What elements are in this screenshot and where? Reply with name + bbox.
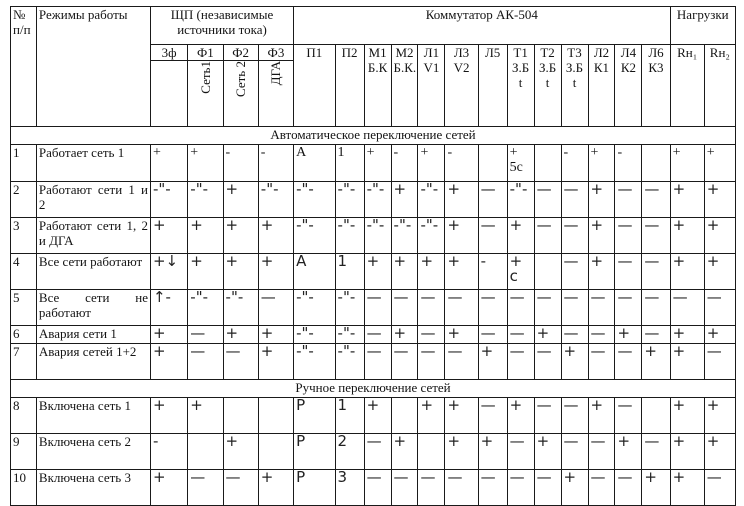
row-mode: Все сети не работают — [36, 290, 150, 326]
row-cell: -"- — [335, 182, 364, 218]
row-cell: + — [391, 182, 418, 218]
row-cell: — — [507, 326, 534, 344]
row-cell: + — [670, 398, 704, 434]
row-cell: -"- — [335, 290, 364, 326]
row-cell — [188, 434, 223, 470]
row-cell: А — [294, 145, 335, 182]
row-cell: + — [418, 398, 445, 434]
row-mode: Работают сети 1 и 2 — [36, 182, 150, 218]
row-cell: — — [418, 290, 445, 326]
row-cell: + — [561, 470, 588, 506]
row-cell: + — [704, 218, 735, 254]
row-cell: + — [704, 254, 735, 290]
row-cell: — — [704, 470, 735, 506]
row-cell: + — [615, 326, 642, 344]
row-cell: + — [150, 398, 187, 434]
row-mode: Авария сетей 1+2 — [36, 344, 150, 380]
row-cell: - — [391, 145, 418, 182]
table-row — [11, 344, 736, 380]
mode-table — [10, 6, 736, 506]
row-cell: — — [223, 344, 258, 380]
row-cell: + — [507, 398, 534, 434]
row-cell: — — [188, 344, 223, 380]
table-row — [11, 434, 736, 470]
row-cell: + — [223, 218, 258, 254]
row-cell: — — [507, 470, 534, 506]
row-cell: + — [150, 218, 187, 254]
row-cell: + — [704, 145, 735, 182]
row-cell: — — [478, 326, 507, 344]
row-cell: — — [642, 434, 670, 470]
row-cell: + — [391, 326, 418, 344]
row-cell: + — [445, 254, 478, 290]
row-cell — [642, 398, 670, 434]
header-nagruzki: Нагрузки — [670, 7, 735, 45]
row-cell: + — [615, 434, 642, 470]
row-cell: — — [188, 470, 223, 506]
row-cell: - — [615, 145, 642, 182]
row-cell: + — [704, 326, 735, 344]
row-cell: - — [445, 145, 478, 182]
row-cell: — — [223, 470, 258, 506]
header-rn2: Rн₂ — [704, 45, 735, 127]
row-cell: — — [364, 290, 391, 326]
row-mode: Включена сеть 3 — [36, 470, 150, 506]
row-cell: + — [223, 254, 258, 290]
row-cell: + — [150, 326, 187, 344]
row-cell: + — [534, 326, 561, 344]
row-cell: + — [642, 470, 670, 506]
row-cell: -"- — [294, 218, 335, 254]
row-cell: -"- — [335, 344, 364, 380]
row-cell: + — [223, 182, 258, 218]
row-cell: — — [588, 290, 615, 326]
row-number: 10 — [11, 470, 37, 506]
row-cell: -"- — [364, 218, 391, 254]
row-number: 9 — [11, 434, 37, 470]
row-cell: — — [534, 218, 561, 254]
header-p2: П2 — [335, 45, 364, 127]
row-cell: + — [391, 434, 418, 470]
row-cell: — — [391, 344, 418, 380]
row-mode: Работает сеть 1 — [36, 145, 150, 182]
row-cell: + — [223, 434, 258, 470]
row-number: 3 — [11, 218, 37, 254]
header-m1: М1 Б.К — [364, 45, 391, 127]
row-cell: + — [418, 254, 445, 290]
row-cell: — — [642, 218, 670, 254]
row-cell: — — [478, 470, 507, 506]
row-cell: — — [561, 434, 588, 470]
row-cell: А — [294, 254, 335, 290]
row-cell: + — [642, 344, 670, 380]
row-number: 5 — [11, 290, 37, 326]
row-cell: + — [150, 344, 187, 380]
row-cell: — — [534, 290, 561, 326]
row-cell: -"- — [294, 326, 335, 344]
header-kommutator: Коммутатор АК-504 — [294, 7, 670, 45]
header-l5: Л5 — [478, 45, 507, 127]
row-cell: — — [534, 398, 561, 434]
row-cell: — — [534, 470, 561, 506]
header-l4: Л4 К2 — [615, 45, 642, 127]
row-number: 1 — [11, 145, 37, 182]
row-number: 4 — [11, 254, 37, 290]
header-l6: Л6 К3 — [642, 45, 670, 127]
header-shp: ЩП (независимые источники тока) — [150, 7, 293, 45]
row-cell — [642, 145, 670, 182]
row-cell: — — [615, 344, 642, 380]
row-cell: — — [704, 344, 735, 380]
row-cell: - — [258, 145, 293, 182]
header-t3: Т3 З.Б t — [561, 45, 588, 127]
row-cell: — — [534, 344, 561, 380]
header-sub-set1: Сеть1 — [188, 61, 223, 127]
header-num: № п/п — [11, 7, 37, 127]
row-cell: — — [507, 344, 534, 380]
row-cell: Р — [294, 434, 335, 470]
table-row — [11, 290, 736, 326]
row-cell: — — [561, 326, 588, 344]
row-cell: + — [670, 434, 704, 470]
row-cell: — — [561, 218, 588, 254]
row-number: 8 — [11, 398, 37, 434]
row-cell: + — [670, 145, 704, 182]
row-cell — [258, 434, 293, 470]
row-cell — [534, 254, 561, 290]
row-cell: — — [478, 218, 507, 254]
row-cell: + — [258, 326, 293, 344]
row-cell: — — [188, 326, 223, 344]
row-cell: -"- — [258, 182, 293, 218]
row-cell — [258, 398, 293, 434]
row-cell: — — [391, 470, 418, 506]
row-cell: + — [258, 254, 293, 290]
row-cell: — — [615, 182, 642, 218]
row-cell: + — [445, 434, 478, 470]
row-cell: + — [150, 470, 187, 506]
row-cell: - — [478, 254, 507, 290]
row-cell: — — [445, 344, 478, 380]
row-cell — [223, 398, 258, 434]
row-cell: — — [642, 326, 670, 344]
row-cell: — — [364, 326, 391, 344]
row-cell: ↑- — [150, 290, 187, 326]
row-cell: — — [588, 326, 615, 344]
row-cell — [478, 145, 507, 182]
row-cell: + — [588, 182, 615, 218]
row-cell: -"- — [150, 182, 187, 218]
row-cell: — — [418, 470, 445, 506]
row-cell: + — [418, 145, 445, 182]
row-cell: — — [364, 470, 391, 506]
row-cell: — — [561, 254, 588, 290]
table-row — [11, 326, 736, 344]
row-cell: — — [642, 182, 670, 218]
row-cell: Р — [294, 470, 335, 506]
row-cell: 1 — [335, 398, 364, 434]
row-cell: + — [478, 344, 507, 380]
row-cell: + — [258, 344, 293, 380]
header-rn1: Rн₁ — [670, 45, 704, 127]
row-cell: -"- — [364, 182, 391, 218]
row-cell: — — [561, 398, 588, 434]
row-cell: + — [478, 434, 507, 470]
row-cell: + — [588, 398, 615, 434]
row-cell: -"- — [223, 290, 258, 326]
row-cell: — — [534, 182, 561, 218]
row-mode: Авария сети 1 — [36, 326, 150, 344]
table-row — [11, 145, 736, 182]
row-cell: + — [561, 344, 588, 380]
row-cell: — — [258, 290, 293, 326]
row-cell: + — [670, 326, 704, 344]
table-row — [11, 218, 736, 254]
row-cell: - — [223, 145, 258, 182]
row-cell: 2 — [335, 434, 364, 470]
row-cell: — — [445, 470, 478, 506]
row-cell: +↓ — [150, 254, 187, 290]
row-cell: — — [670, 290, 704, 326]
row-cell: + — [704, 182, 735, 218]
row-cell: -"- — [335, 326, 364, 344]
header-3f: 3ф — [150, 45, 187, 61]
row-cell: — — [588, 470, 615, 506]
row-cell: — — [478, 290, 507, 326]
header-sub-set2: Сеть 2 — [223, 61, 258, 127]
row-cell: + — [364, 145, 391, 182]
row-cell: + — [445, 182, 478, 218]
row-cell: — — [507, 290, 534, 326]
header-f2: Ф2 — [223, 45, 258, 61]
row-cell: — — [615, 290, 642, 326]
row-cell: -"- — [188, 182, 223, 218]
row-cell — [534, 145, 561, 182]
row-cell: + — [670, 182, 704, 218]
row-cell: — — [561, 182, 588, 218]
header-sub-dga: ДГА — [258, 61, 293, 127]
row-cell: + — [445, 218, 478, 254]
row-cell: — — [478, 398, 507, 434]
row-cell: + — [258, 470, 293, 506]
header-t2: Т2 З.Б t — [534, 45, 561, 127]
table-row — [11, 398, 736, 434]
row-cell: + — [670, 344, 704, 380]
header-modes: Режимы работы — [36, 7, 150, 127]
row-cell: — — [588, 344, 615, 380]
row-cell: — — [364, 344, 391, 380]
row-cell: - — [561, 145, 588, 182]
table-row — [11, 182, 736, 218]
row-cell: + — [507, 218, 534, 254]
row-mode: Все сети работают — [36, 254, 150, 290]
row-cell: + — [670, 254, 704, 290]
row-cell: — — [507, 434, 534, 470]
header-f3: Ф3 — [258, 45, 293, 61]
table-row — [11, 254, 736, 290]
row-cell: + — [188, 398, 223, 434]
row-cell — [418, 434, 445, 470]
row-cell: -"- — [294, 344, 335, 380]
row-cell: — — [478, 182, 507, 218]
row-cell: — — [418, 326, 445, 344]
row-cell: + — [223, 326, 258, 344]
row-cell: + с — [507, 254, 534, 290]
header-f1: Ф1 — [188, 45, 223, 61]
row-mode: Включена сеть 1 — [36, 398, 150, 434]
row-cell: 3 — [335, 470, 364, 506]
row-cell: + — [364, 254, 391, 290]
row-cell: + — [188, 145, 223, 182]
header-l2: Л2 К1 — [588, 45, 615, 127]
row-cell: -"- — [418, 182, 445, 218]
row-cell: + — [188, 218, 223, 254]
row-cell: + — [588, 254, 615, 290]
row-cell: + — [258, 218, 293, 254]
row-cell: — — [615, 218, 642, 254]
row-cell: 1 — [335, 145, 364, 182]
row-cell: -"- — [294, 290, 335, 326]
row-cell: Р — [294, 398, 335, 434]
row-cell: + — [534, 434, 561, 470]
row-cell: — — [561, 290, 588, 326]
row-cell: — — [642, 254, 670, 290]
row-mode: Включена сеть 2 — [36, 434, 150, 470]
row-cell — [391, 398, 418, 434]
row-cell: + — [364, 398, 391, 434]
row-cell: -"- — [507, 182, 534, 218]
section-manual: Ручное переключение сетей — [11, 380, 736, 398]
row-cell: + 5с — [507, 145, 534, 182]
row-number: 7 — [11, 344, 37, 380]
header-p1: П1 — [294, 45, 335, 127]
row-cell: -"- — [188, 290, 223, 326]
row-cell: — — [615, 398, 642, 434]
row-cell: — — [615, 470, 642, 506]
row-cell: 1 — [335, 254, 364, 290]
row-cell: — — [704, 290, 735, 326]
row-cell: + — [588, 145, 615, 182]
row-cell: -"- — [391, 218, 418, 254]
row-number: 6 — [11, 326, 37, 344]
header-sub-3f — [150, 61, 187, 127]
section-auto: Автоматическое переключение сетей — [11, 127, 736, 145]
row-cell: + — [188, 254, 223, 290]
row-cell: — — [445, 290, 478, 326]
row-cell: — — [615, 254, 642, 290]
row-cell: + — [670, 470, 704, 506]
row-cell: -"- — [418, 218, 445, 254]
table-row — [11, 470, 736, 506]
row-cell: — — [364, 434, 391, 470]
row-mode: Работают сети 1, 2 и ДГА — [36, 218, 150, 254]
row-cell: — — [418, 344, 445, 380]
row-cell: + — [391, 254, 418, 290]
row-cell: + — [445, 398, 478, 434]
row-cell: + — [704, 434, 735, 470]
row-cell: + — [445, 326, 478, 344]
header-t1: Т1 З.Б t — [507, 45, 534, 127]
row-cell: + — [150, 145, 187, 182]
row-cell: - — [150, 434, 187, 470]
header-m2: М2 Б.К. — [391, 45, 418, 127]
row-cell: + — [588, 218, 615, 254]
row-cell: — — [391, 290, 418, 326]
row-cell: -"- — [294, 182, 335, 218]
row-cell: + — [704, 398, 735, 434]
row-cell: — — [588, 434, 615, 470]
row-cell: + — [670, 218, 704, 254]
row-cell: — — [642, 290, 670, 326]
header-l3: Л3 V2 — [445, 45, 478, 127]
row-number: 2 — [11, 182, 37, 218]
row-cell: -"- — [335, 218, 364, 254]
header-l1: Л1 V1 — [418, 45, 445, 127]
